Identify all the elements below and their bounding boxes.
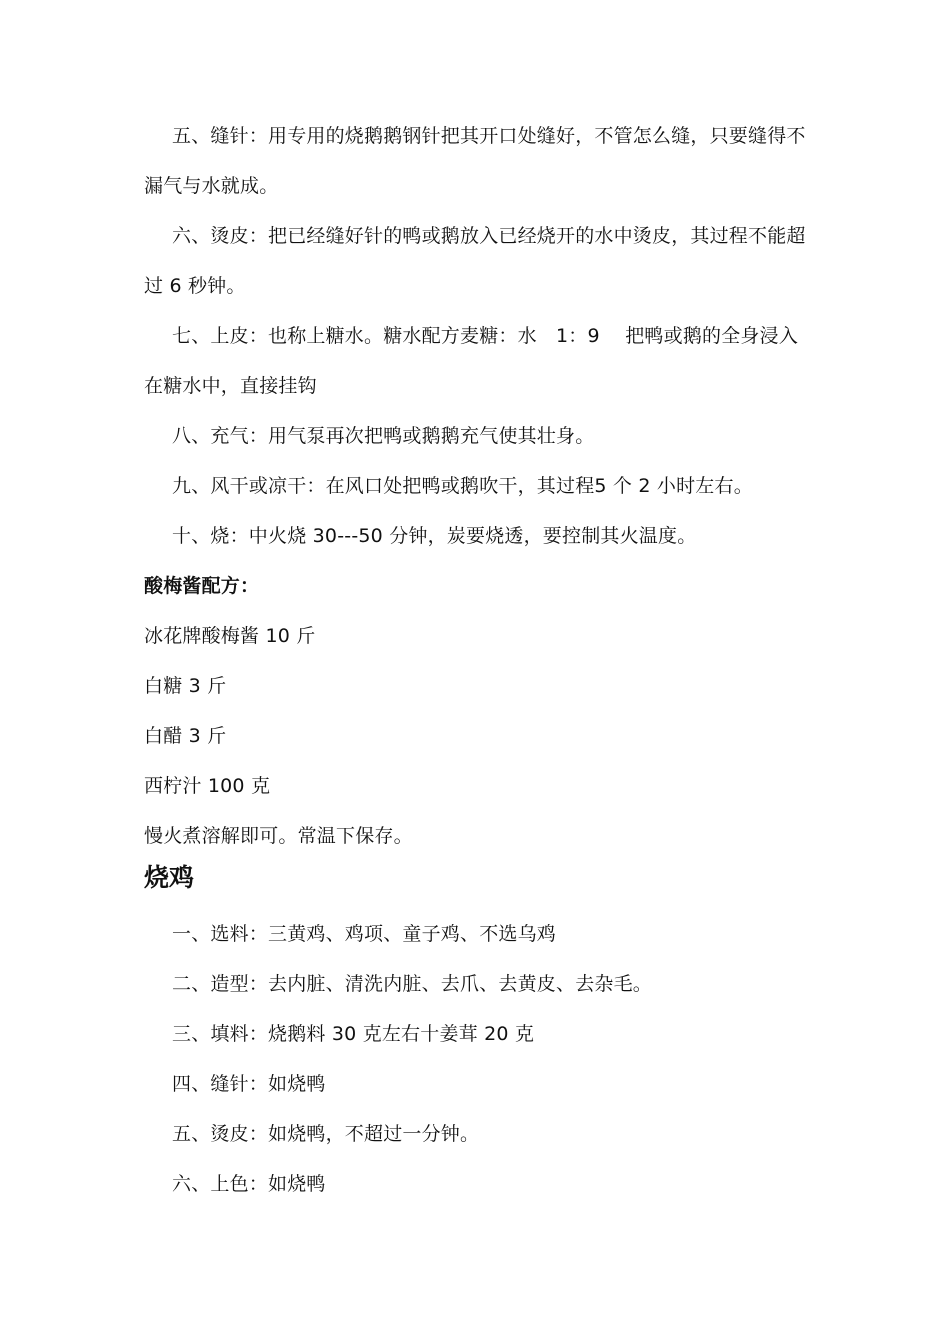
step-line: 一、选料：三黄鸡、鸡项、童子鸡、不选乌鸡 (172, 923, 557, 945)
step-line: 六、上色：如烧鸭 (172, 1173, 326, 1195)
step-line: 三、填料：烧鹅料 30 克左右十姜茸 20 克 (172, 1023, 535, 1045)
step-line: 四、缝针：如烧鸭 (172, 1073, 326, 1095)
ingredient-line: 白糖 3 斤 (144, 675, 227, 697)
ingredient-line: 冰花牌酸梅酱 10 斤 (144, 625, 316, 647)
step-line: 九、风干或凉干：在风口处把鸭或鹅吹干，其过程5 个 2 小时左右。 (172, 475, 753, 497)
ingredient-line: 西柠汁 100 克 (144, 775, 271, 797)
step-line: 五、缝针：用专用的烧鹅鹅钢针把其开口处缝好，不管怎么缝，只要缝得不 (172, 125, 806, 147)
step-line: 漏气与水就成。 (144, 175, 279, 197)
step-line: 七、上皮：也称上糖水。糖水配方麦糖：水 1：9 把鸭或鹅的全身浸入 (172, 325, 799, 347)
ingredient-line: 白醋 3 斤 (144, 725, 227, 747)
step-line: 八、充气：用气泵再次把鸭或鹅鹅充气使其壮身。 (172, 425, 595, 447)
step-line: 在糖水中，直接挂钩 (144, 375, 317, 397)
step-line: 六、烫皮：把已经缝好针的鸭或鹅放入已经烧开的水中烫皮，其过程不能超 (172, 225, 806, 247)
step-line: 五、烫皮：如烧鸭，不超过一分钟。 (172, 1123, 480, 1145)
roast-chicken-heading: 烧鸡 (144, 863, 195, 892)
instruction-line: 慢火煮溶解即可。常温下保存。 (144, 825, 413, 847)
step-line: 二、造型：去内脏、清洗内脏、去爪、去黄皮、去杂毛。 (172, 973, 653, 995)
step-line: 过 6 秒钟。 (144, 275, 246, 297)
plum-sauce-title: 酸梅酱配方： (144, 575, 260, 597)
step-line: 十、烧：中火烧 30---50 分钟，炭要烧透，要控制其火温度。 (172, 525, 697, 547)
